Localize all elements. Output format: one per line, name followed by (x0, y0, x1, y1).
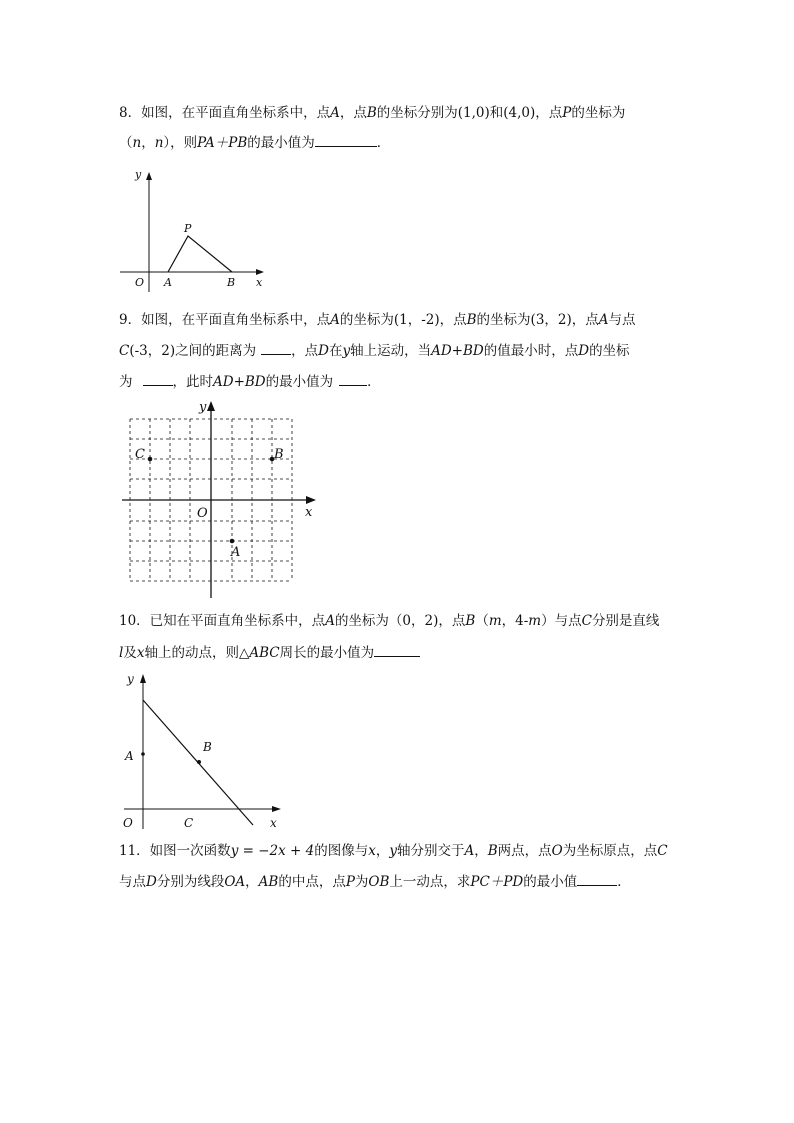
point-b-label: B (203, 740, 212, 754)
x-axis-label: x (256, 276, 263, 289)
q10-line-2: l及x轴上的动点，则△ABC周长的最小值为 (119, 644, 420, 662)
x-axis-label: x (270, 816, 277, 830)
q8-line-1: 8．如图，在平面直角坐标系中，点A，点B的坐标分别为(1,0)和(4,0)，点P的坐标为 (119, 105, 626, 121)
y-axis-arrow (140, 674, 146, 683)
origin-label: O (135, 276, 145, 289)
point-b (197, 760, 201, 764)
point-b-label: B (274, 447, 284, 462)
answer-blank (577, 873, 617, 886)
y-axis-label: y (135, 168, 142, 181)
x-axis-arrow (272, 806, 281, 812)
point-a (141, 752, 145, 756)
q11-line-1: 11．如图一次函数y = −2x + 4的图像与x，y轴分别交于A，B两点，点O为坐标原点，点C (119, 843, 668, 859)
x-axis-label: x (305, 505, 313, 520)
origin-label: O (197, 506, 208, 521)
point-a-label: A (231, 545, 241, 560)
point-a-label: A (125, 749, 134, 763)
q11-line-2: 与点D分别为线段OA，AB的中点，点P为OB上一动点，求PC＋PD的最小值 ． (119, 874, 631, 890)
y-axis-label: y (127, 672, 134, 686)
q8-line-2: （n，n），则PA＋PB的最小值为 ． (119, 135, 391, 151)
point-b-label: B (227, 276, 236, 289)
q9-line-2: C(-3，2)之间的距离为 ，点D在y轴上运动，当AD+BD的值最小时，点D的坐标 (119, 343, 630, 359)
y-axis-label: y (199, 400, 207, 415)
q9-line-1: 9．如图，在平面直角坐标系中，点A的坐标为(1，-2)，点B的坐标为(3，2)，点A与点 (119, 312, 636, 328)
q9-line-3: 为 ，此时AD+BD的最小值为 ． (119, 374, 381, 390)
point-c-label: C (184, 816, 194, 830)
origin-label: O (123, 816, 133, 830)
point-a-label: A (164, 276, 172, 289)
q10-line-1: 10．已知在平面直角坐标系中，点A的坐标为（0，2)，点B（m，4-m）与点C分别是直线 (119, 613, 660, 629)
point-p-label: P (184, 222, 192, 235)
point-c-label: C (135, 447, 145, 462)
